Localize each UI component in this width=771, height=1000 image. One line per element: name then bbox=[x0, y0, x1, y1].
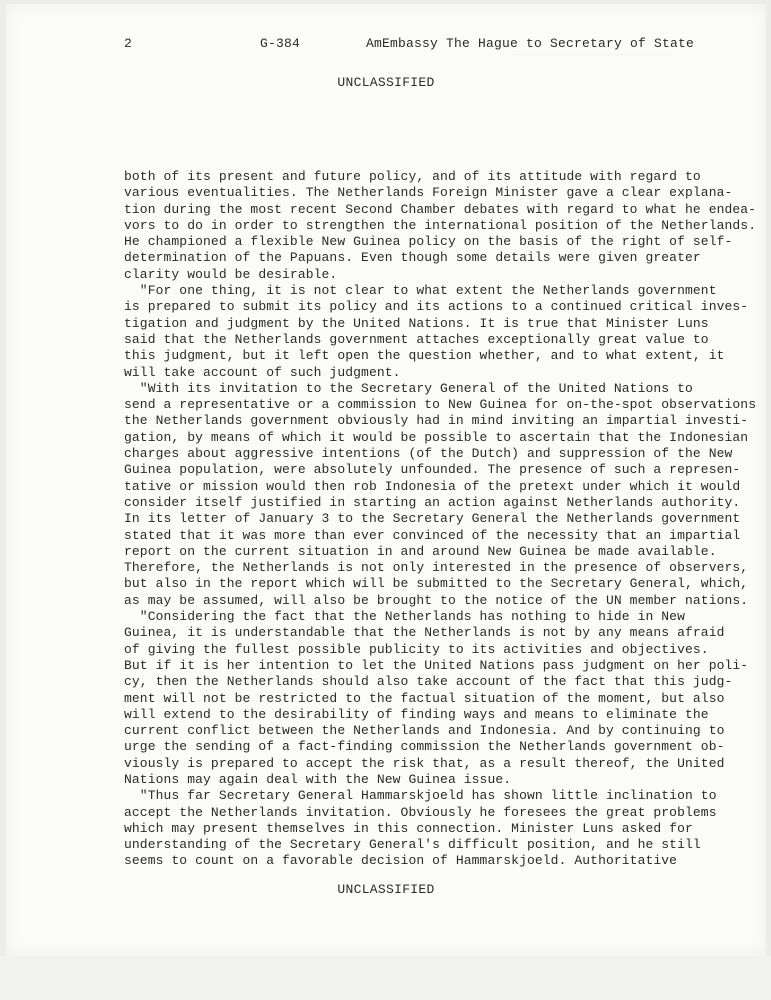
body-line: "Considering the fact that the Netherlands has nothing to hide in New bbox=[124, 609, 685, 625]
body-line: said that the Netherlands government attaches exceptionally great value to bbox=[124, 331, 709, 347]
body-line: Guinea population, were absolutely unfounded. The presence of such a represen- bbox=[124, 462, 741, 478]
body-line: ment will not be restricted to the factual situation of the moment, but also bbox=[124, 690, 725, 706]
classification-top: UNCLASSIFIED bbox=[337, 75, 435, 90]
body-line: Nations may again deal with the New Guinea issue. bbox=[124, 771, 512, 787]
body-line: But if it is her intention to let the United Nations pass judgment on her poli- bbox=[124, 657, 749, 673]
scan-margin bbox=[0, 956, 771, 1000]
body-line: current conflict between the Netherlands and Indonesia. And by continuing to bbox=[124, 723, 725, 739]
body-line: will extend to the desirability of finding ways and means to eliminate the bbox=[124, 706, 709, 722]
document-number: G-384 bbox=[260, 36, 301, 51]
body-line: tion during the most recent Second Chamber debates with regard to what he endea- bbox=[124, 201, 757, 217]
body-line: as may be assumed, will also be brought to the notice of the UN member nations. bbox=[124, 592, 749, 608]
body-line: of giving the fullest possible publicity to its activities and objectives. bbox=[124, 641, 709, 657]
body-line: urge the sending of a fact-finding commission the Netherlands government ob- bbox=[124, 739, 725, 755]
document-page bbox=[6, 4, 766, 956]
body-line: vors to do in order to strengthen the international position of the Netherlands. bbox=[124, 217, 757, 233]
classification-bottom: UNCLASSIFIED bbox=[337, 882, 435, 897]
body-line: stated that it was more than ever convinced of the necessity that an impartial bbox=[124, 527, 741, 543]
body-line: but also in the report which will be submitted to the Secretary General, which, bbox=[124, 576, 749, 592]
body-line: Therefore, the Netherlands is not only interested in the presence of observers, bbox=[124, 560, 749, 576]
body-line: will take account of such judgment. bbox=[124, 364, 401, 380]
page-number: 2 bbox=[124, 36, 133, 51]
body-line: various eventualities. The Netherlands Foreign Minister gave a clear explana- bbox=[124, 185, 733, 201]
body-line: gation, by means of which it would be possible to ascertain that the Indonesian bbox=[124, 429, 749, 445]
body-line: "Thus far Secretary General Hammarskjoeld has shown little inclination to bbox=[124, 788, 717, 804]
body-line: In its letter of January 3 to the Secretary General the Netherlands government bbox=[124, 511, 741, 527]
body-line: report on the current situation in and around New Guinea be made available. bbox=[124, 543, 717, 559]
body-line: viously is prepared to accept the risk that, as a result thereof, the United bbox=[124, 755, 725, 771]
body-line: accept the Netherlands invitation. Obviously he foresees the great problems bbox=[124, 804, 717, 820]
body-line: the Netherlands government obviously had in mind inviting an impartial investi- bbox=[124, 413, 749, 429]
body-line: which may present themselves in this connection. Minister Luns asked for bbox=[124, 820, 693, 836]
body-line: seems to count on a favorable decision of Hammarskjoeld. Authoritative bbox=[124, 853, 678, 869]
routing-line: AmEmbassy The Hague to Secretary of State bbox=[366, 36, 695, 51]
body-line: tative or mission would then rob Indonesia of the pretext under which it would bbox=[124, 478, 741, 494]
body-line: "With its invitation to the Secretary General of the United Nations to bbox=[124, 380, 693, 396]
body-line: both of its present and future policy, and of its attitude with regard to bbox=[124, 169, 701, 184]
body-line: consider itself justified in starting an action against Netherlands authority. bbox=[124, 494, 741, 510]
body-line: determination of the Papuans. Even though some details were given greater bbox=[124, 250, 701, 266]
body-line: He championed a flexible New Guinea policy on the basis of the right of self- bbox=[124, 234, 733, 250]
body-line: Guinea, it is understandable that the Netherlands is not by any means afraid bbox=[124, 625, 725, 641]
body-line: this judgment, but it left open the question whether, and to what extent, it bbox=[124, 348, 725, 364]
body-line: understanding of the Secretary General's difficult position, and he still bbox=[124, 837, 701, 853]
body-line: send a representative or a commission to New Guinea for on-the-spot observations bbox=[124, 397, 757, 413]
body-line: clarity would be desirable. bbox=[124, 266, 338, 282]
body-line: is prepared to submit its policy and its actions to a continued critical inves- bbox=[124, 299, 749, 315]
body-line: tigation and judgment by the United Nations. It is true that Minister Luns bbox=[124, 315, 709, 331]
body-line: charges about aggressive intentions (of the Dutch) and suppression of the New bbox=[124, 446, 733, 462]
body-line: "For one thing, it is not clear to what extent the Netherlands government bbox=[124, 283, 717, 299]
body-line: cy, then the Netherlands should also take account of the fact that this judg- bbox=[124, 674, 733, 690]
document-body bbox=[124, 169, 757, 870]
